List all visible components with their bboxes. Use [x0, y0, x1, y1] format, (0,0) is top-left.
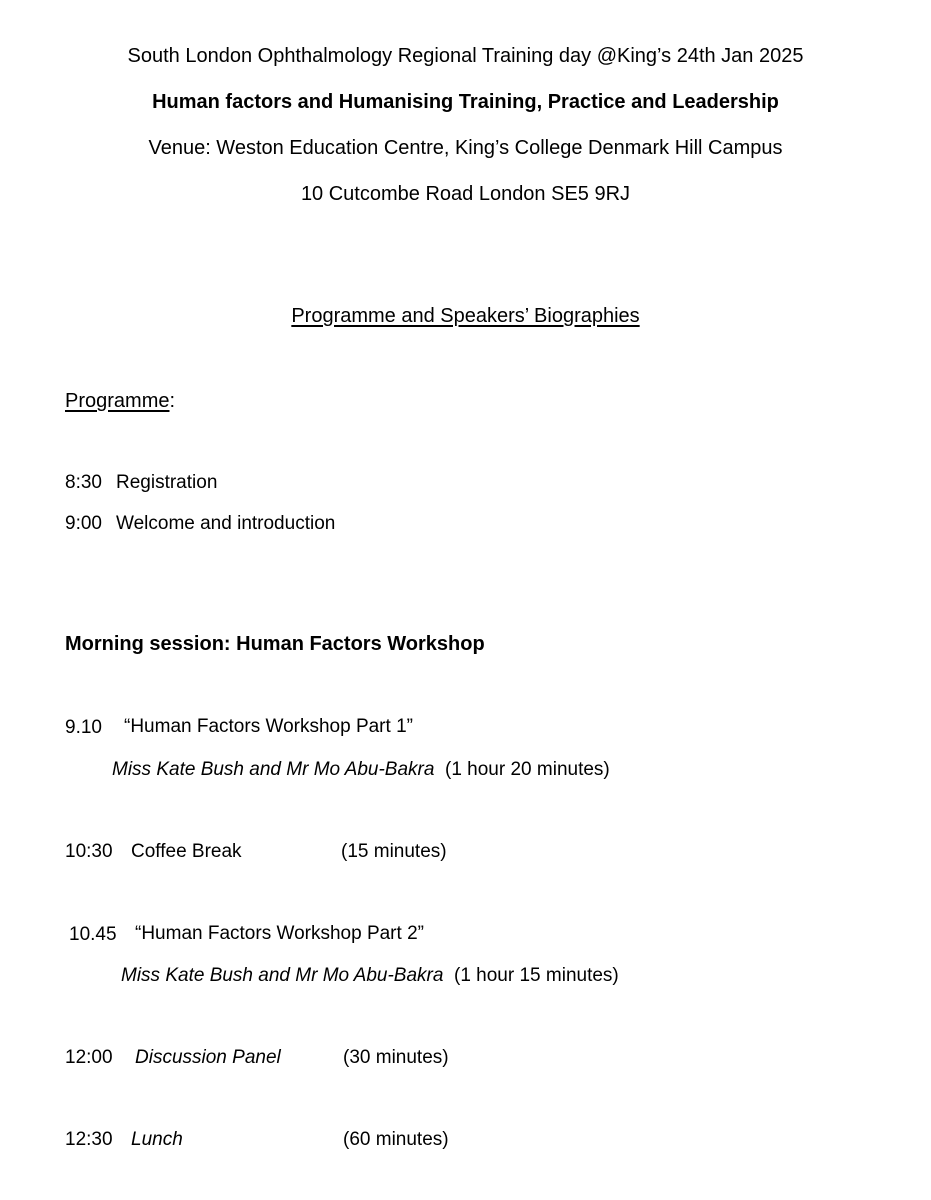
item-time: 10:30 — [65, 841, 113, 862]
item-speakers-line — [112, 759, 610, 781]
item-title: Registration — [116, 472, 218, 493]
item-duration: (15 minutes) — [341, 841, 447, 862]
venue-address: 10 Cutcombe Road London SE5 9RJ — [300, 183, 631, 205]
document-heading: Programme and Speakers’ Biographies — [291, 305, 640, 327]
item-time: 9.10 — [65, 717, 102, 738]
morning-session-heading: Morning session: Human Factors Workshop — [65, 633, 485, 655]
item-time: 12:30 — [65, 1129, 113, 1150]
programme-heading — [65, 390, 175, 413]
item-duration: (1 hour 15 minutes) — [454, 965, 619, 986]
item-speakers: Miss Kate Bush and Mr Mo Abu-Bakra — [121, 965, 444, 986]
item-duration: (1 hour 20 minutes) — [445, 759, 610, 780]
item-title: Coffee Break — [131, 841, 242, 862]
item-title: “Human Factors Workshop Part 2” — [135, 923, 424, 944]
venue-line: Venue: Weston Education Centre, King’s College Denmark Hill Campus — [148, 137, 783, 159]
item-speakers-line — [121, 965, 619, 987]
item-title: “Human Factors Workshop Part 1” — [124, 716, 413, 737]
item-time: 9:00 — [65, 513, 102, 534]
item-title: Lunch — [131, 1129, 183, 1150]
event-title: South London Ophthalmology Regional Training day @King’s 24th Jan 2025 — [127, 45, 804, 67]
item-speakers: Miss Kate Bush and Mr Mo Abu-Bakra — [112, 759, 435, 780]
item-duration: (60 minutes) — [343, 1129, 449, 1150]
item-title: Discussion Panel — [135, 1047, 281, 1068]
item-time: 12:00 — [65, 1047, 113, 1068]
event-theme: Human factors and Humanising Training, Practice and Leadership — [152, 91, 779, 113]
programme-item-welcome — [65, 513, 102, 535]
programme-heading-colon: : — [169, 390, 176, 412]
item-time: 8:30 — [65, 472, 102, 493]
programme-heading-label: Programme — [65, 390, 170, 412]
item-duration: (30 minutes) — [343, 1047, 449, 1068]
item-title: Welcome and introduction — [116, 513, 336, 534]
programme-item-registration — [65, 472, 102, 494]
item-time: 10.45 — [69, 924, 117, 945]
